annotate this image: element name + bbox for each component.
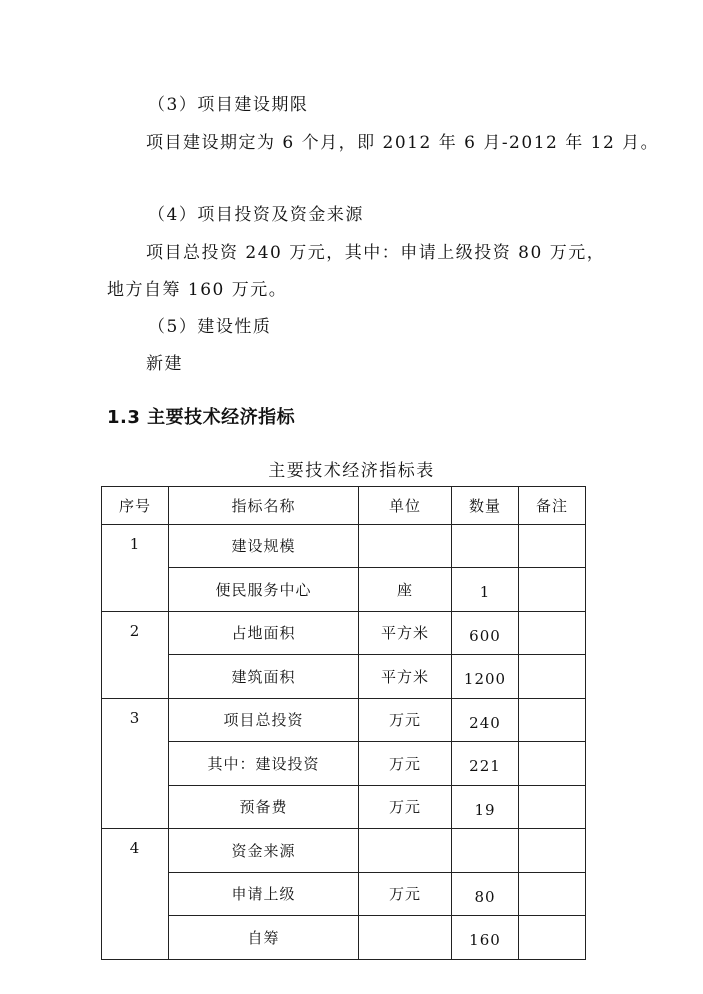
cell-note xyxy=(519,916,586,960)
cell-note xyxy=(519,872,586,916)
cell-note xyxy=(519,785,586,829)
cell-unit: 万元 xyxy=(359,742,452,786)
cell-name: 建设规模 xyxy=(169,524,359,568)
table-row xyxy=(102,829,586,873)
table-header-row xyxy=(102,487,586,525)
cell-note xyxy=(519,611,586,655)
cell-seq: 3 xyxy=(102,698,169,829)
cell-unit: 平方米 xyxy=(359,655,452,699)
cell-name: 建筑面积 xyxy=(169,655,359,699)
cell-note xyxy=(519,742,586,786)
table-row xyxy=(102,916,586,960)
tech-econ-indicator-table xyxy=(101,486,586,960)
paragraph-nature-text: 新建 xyxy=(146,354,183,374)
cell-note xyxy=(519,568,586,612)
cell-seq: 1 xyxy=(102,524,169,611)
cell-seq: 2 xyxy=(102,611,169,698)
paragraph-investment-heading: （4）项目投资及资金来源 xyxy=(148,205,364,225)
header-seq: 序号 xyxy=(102,487,169,525)
cell-unit xyxy=(359,916,452,960)
cell-seq: 4 xyxy=(102,829,169,960)
table-row xyxy=(102,785,586,829)
table-row xyxy=(102,742,586,786)
cell-qty xyxy=(452,524,519,568)
cell-qty: 221 xyxy=(452,742,519,786)
cell-note xyxy=(519,524,586,568)
cell-name: 项目总投资 xyxy=(169,698,359,742)
cell-qty xyxy=(452,829,519,873)
cell-name: 其中：建设投资 xyxy=(169,742,359,786)
cell-name: 自筹 xyxy=(169,916,359,960)
cell-name: 申请上级 xyxy=(169,872,359,916)
table-row xyxy=(102,655,586,699)
cell-qty: 19 xyxy=(452,785,519,829)
cell-unit: 座 xyxy=(359,568,452,612)
table-row xyxy=(102,872,586,916)
cell-qty: 1 xyxy=(452,568,519,612)
cell-note xyxy=(519,829,586,873)
cell-note xyxy=(519,698,586,742)
cell-unit: 平方米 xyxy=(359,611,452,655)
paragraph-nature-heading: （5）建设性质 xyxy=(148,317,272,337)
paragraph-investment-text: 项目总投资 240 万元，其中：申请上级投资 80 万元， xyxy=(146,243,606,263)
table-row xyxy=(102,568,586,612)
cell-name: 便民服务中心 xyxy=(169,568,359,612)
header-note: 备注 xyxy=(519,487,586,525)
cell-unit xyxy=(359,829,452,873)
cell-name: 占地面积 xyxy=(169,611,359,655)
table-caption: 主要技术经济指标表 xyxy=(268,461,435,481)
cell-qty: 1200 xyxy=(452,655,519,699)
paragraph-deadline-text: 项目建设期定为 6 个月，即 2012 年 6 月-2012 年 12 月。 xyxy=(146,133,660,153)
cell-unit: 万元 xyxy=(359,872,452,916)
table-row xyxy=(102,698,586,742)
cell-qty: 80 xyxy=(452,872,519,916)
table-row xyxy=(102,611,586,655)
header-qty: 数量 xyxy=(452,487,519,525)
cell-name: 资金来源 xyxy=(169,829,359,873)
cell-name: 预备费 xyxy=(169,785,359,829)
header-unit: 单位 xyxy=(359,487,452,525)
cell-note xyxy=(519,655,586,699)
cell-unit xyxy=(359,524,452,568)
cell-unit: 万元 xyxy=(359,785,452,829)
table-row xyxy=(102,524,586,568)
paragraph-investment-text-cont: 地方自筹 160 万元。 xyxy=(107,280,288,300)
cell-unit: 万元 xyxy=(359,698,452,742)
section-heading: 1.3 主要技术经济指标 xyxy=(107,407,296,428)
cell-qty: 160 xyxy=(452,916,519,960)
header-name: 指标名称 xyxy=(169,487,359,525)
cell-qty: 240 xyxy=(452,698,519,742)
cell-qty: 600 xyxy=(452,611,519,655)
paragraph-deadline-heading: （3）项目建设期限 xyxy=(148,95,309,115)
